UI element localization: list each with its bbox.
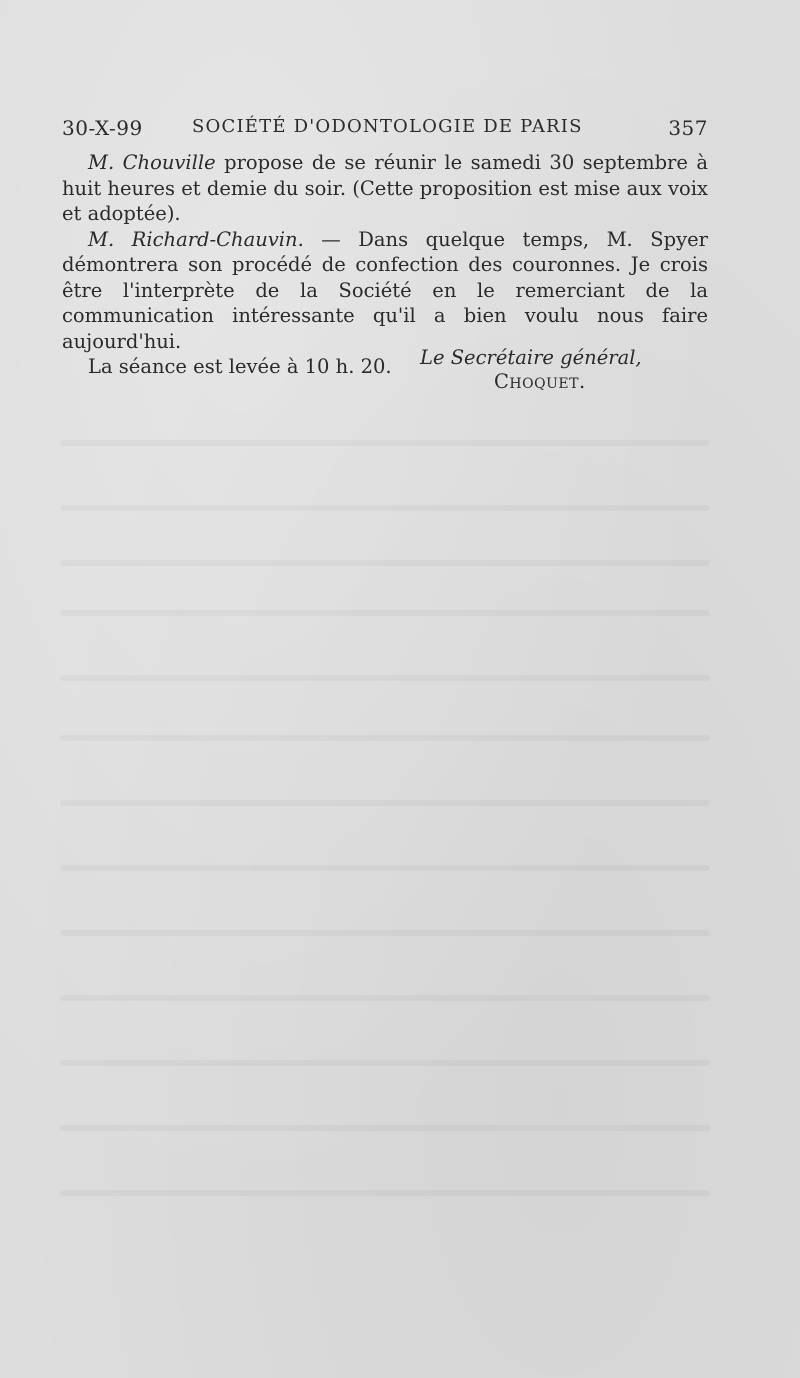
bleed-through — [60, 930, 710, 936]
bleed-through — [60, 1060, 710, 1066]
paragraph-3: La séance est levée à 10 h. 20. — [88, 355, 392, 378]
speaker-name: M. Richard-Chauvin. — [88, 227, 304, 251]
header-date: 30-X-99 — [62, 116, 143, 140]
paragraph-text: propose de se réunir le samedi 30 septembre à huit heures et demie du soir. (Cette proposition est mise aux voix et adoptée). — [62, 151, 708, 225]
bleed-through — [60, 800, 710, 806]
bleed-through — [60, 505, 710, 511]
paragraph-2 — [62, 227, 708, 355]
paragraph-1 — [62, 150, 708, 227]
bleed-through — [60, 995, 710, 1001]
paragraph-text: — Dans quelque temps, M. Spyer démontrera son procédé de confection des couronnes. Je crois être l'interprète de la Société en le remerciant de la communication intéressante qu'il a bien voulu nous faire aujourd'hui. — [62, 227, 708, 353]
bleed-through — [60, 440, 710, 446]
bleed-through — [60, 675, 710, 681]
page-number: 357 — [668, 116, 708, 140]
header-title: SOCIÉTÉ D'ODONTOLOGIE DE PARIS — [192, 116, 583, 137]
bleed-through — [60, 1125, 710, 1131]
bleed-through — [60, 1190, 710, 1196]
bleed-through — [60, 610, 710, 616]
signature-title: Le Secrétaire général, — [420, 346, 642, 369]
signature-name: Choquet. — [494, 370, 586, 393]
speaker-name: M. Chouville — [88, 151, 216, 174]
bleed-through — [60, 735, 710, 741]
bleed-through — [60, 865, 710, 871]
bleed-through — [60, 560, 710, 566]
running-header — [62, 116, 708, 146]
